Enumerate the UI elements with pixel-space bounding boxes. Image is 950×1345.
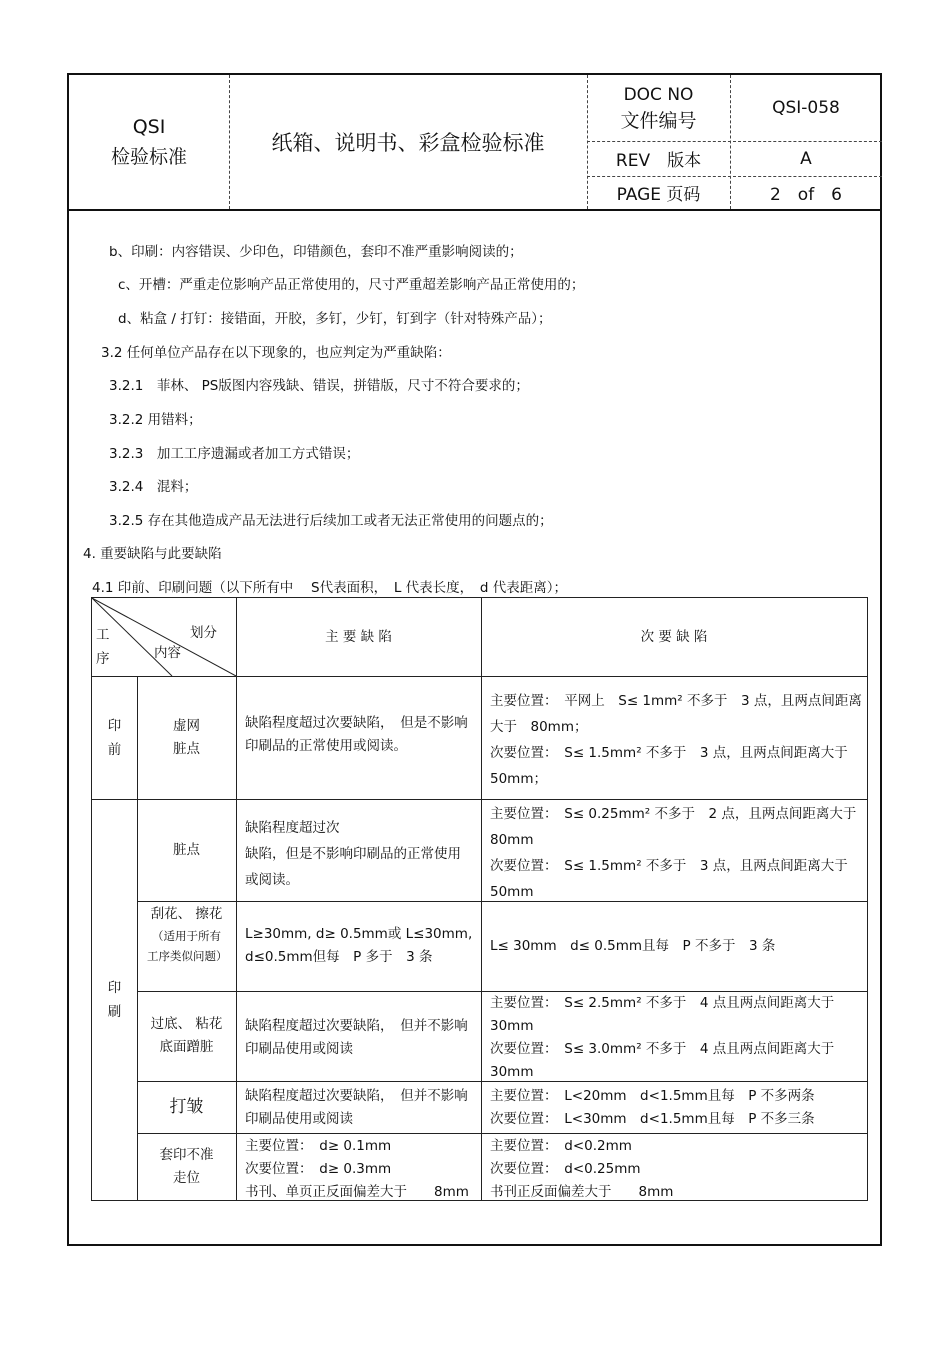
clause-4-1: 4.1 印前、印刷问题（以下所有中 S代表面积， L 代表长度， d 代表距离）； xyxy=(92,580,568,596)
major-offset-rule: 书刊、单页正反面偏差大于 8mm xyxy=(245,1184,469,1200)
table-row-line xyxy=(137,1133,867,1134)
minor-secondary-position: 次要位置： S≤ 1.5mm² 不多于 3 点，且两点间距离大于 50mm； xyxy=(490,745,862,787)
minor-defect-text xyxy=(490,1085,862,1131)
item-scratch xyxy=(137,903,236,966)
minor-primary-position: 主要位置： d<0.2mm xyxy=(490,1138,632,1154)
item-misregistration: 套印不准 走位 xyxy=(159,1146,214,1186)
clause-3-2-3: 3.2.3 加工工序遗漏或者加工方式错误； xyxy=(109,446,360,462)
doc-no-label xyxy=(587,75,730,141)
major-primary-position: 主要位置： d≥ 0.1mm xyxy=(245,1138,392,1154)
minor-defect-text xyxy=(490,801,870,905)
doc-no-label-cn: 文件编号 xyxy=(620,110,697,132)
defect-table xyxy=(91,597,868,1201)
clause-3-2-1: 3.2.1 菲林、 PS版图内容残缺、错误，拼错版，尺寸不符合要求的； xyxy=(109,378,529,394)
major-defect-text xyxy=(245,1135,485,1204)
minor-defect-text: L≤ 30mm d≤ 0.5mm且每 P 不多于 3 条 xyxy=(490,937,776,954)
major-defect-text: 缺陷程度超过次要缺陷， 但并不影响印刷品使用或阅读 xyxy=(245,1018,468,1057)
clause-d-gluing: d、粘盒 / 打钉：接错面，开胶，多钉，少钉，钉到字（针对特殊产品）； xyxy=(118,311,552,327)
minor-primary-position: 主要位置： S≤ 2.5mm² 不多于 4 点且两点间距离大于 30mm xyxy=(490,995,848,1034)
table-col-line xyxy=(481,598,482,1200)
minor-primary-position: 主要位置： 平网上 S≤ 1mm² 不多于 3 点，且两点间距离大于 80mm； xyxy=(490,693,862,735)
item-wrinkle: 打皱 xyxy=(169,1096,204,1117)
section-4-heading: 4. 重要缺陷与此要缺陷 xyxy=(83,546,222,562)
corner-label-process-1: 工 xyxy=(96,627,110,643)
column-header-major: 主 要 缺 陷 xyxy=(325,628,392,645)
corner-label-content: 内容 xyxy=(154,645,181,661)
minor-primary-position: 主要位置： S≤ 0.25mm² 不多于 2 点，且两点间距离大于 80mm xyxy=(490,806,870,848)
clause-c-slotting: c、开槽：严重走位影响产品正常使用的，尺寸严重超差影响产品正常使用的； xyxy=(118,277,585,293)
doc-no-value: QSI-058 xyxy=(772,98,840,118)
rev-label: REV 版本 xyxy=(615,151,702,171)
major-defect-text: L≥30mm, d≥ 0.5mm或 L≤30mm, d≤0.5mm但每 P 多于 3 条 xyxy=(245,926,473,965)
rev-value: A xyxy=(800,148,812,169)
item-dirt: 脏点 xyxy=(173,841,200,858)
minor-secondary-position: 次要位置： S≤ 1.5mm² 不多于 3 点，且两点间距离大于 50mm xyxy=(490,858,862,900)
clause-b-printing: b、印刷：内容错误、少印色，印错颜色，套印不准严重影响阅读的； xyxy=(109,244,523,260)
clause-3-2-4: 3.2.4 混料； xyxy=(109,479,198,495)
minor-defect-text xyxy=(490,992,862,1084)
major-defect-text: 缺陷程度超过次要缺陷， 但并不影响印刷品使用或阅读 xyxy=(245,1088,468,1127)
item-scratch-label: 刮花、 擦花 xyxy=(150,906,223,922)
document-title: 纸箱、说明书、彩盒检验标准 xyxy=(271,131,545,155)
minor-defect-text xyxy=(490,688,862,792)
item-halftone-dirt: 虚网 脏点 xyxy=(173,717,200,757)
minor-secondary-position: 次要位置： d<0.25mm xyxy=(490,1161,641,1177)
major-defect-text: 缺陷程度超过次要缺陷， 但是不影响印刷品的正常使用或阅读。 xyxy=(245,715,468,754)
document-header xyxy=(69,75,880,211)
process-printing: 印 刷 xyxy=(107,979,122,1020)
minor-offset-rule: 书刊正反面偏差大于 8mm xyxy=(490,1184,674,1200)
clause-3-2: 3.2 任何单位产品存在以下现象的，也应判定为严重缺陷： xyxy=(101,345,451,361)
page-label: PAGE 页码 xyxy=(616,185,701,205)
column-header-minor: 次 要 缺 陷 xyxy=(640,628,708,645)
minor-defect-text xyxy=(490,1135,862,1204)
corner-label-division: 划分 xyxy=(190,625,217,641)
standard-code: QSI xyxy=(132,116,166,138)
minor-primary-position: 主要位置： L<20mm d<1.5mm且每 P 不多两条 xyxy=(490,1088,815,1104)
item-setoff-smudge: 过底、 粘花 底面蹭脏 xyxy=(150,1016,223,1055)
corner-label-process-2: 序 xyxy=(96,651,110,667)
item-scratch-note: （适用于所有工序类似问题） xyxy=(147,929,228,963)
clause-3-2-5: 3.2.5 存在其他造成产品无法进行后续加工或者无法正常使用的问题点的； xyxy=(109,513,553,529)
clause-3-2-2: 3.2.2 用错料； xyxy=(109,412,202,428)
minor-secondary-position: 次要位置： S≤ 3.0mm² 不多于 4 点且两点间距离大于 30mm xyxy=(490,1041,848,1080)
major-secondary-position: 次要位置： d≥ 0.3mm xyxy=(245,1161,392,1177)
minor-secondary-position: 次要位置： L<30mm d<1.5mm且每 P 不多三条 xyxy=(490,1111,815,1127)
doc-no-label-en: DOC NO xyxy=(623,85,694,105)
table-col-line xyxy=(236,598,237,1200)
standard-label xyxy=(69,75,229,209)
process-prepress: 印 前 xyxy=(107,717,122,758)
major-defect-text: 缺陷程度超过次 缺陷，但是不影响印刷品的正常使用或阅读。 xyxy=(245,820,461,888)
standard-name: 检验标准 xyxy=(110,146,187,168)
page-value: 2 of 6 xyxy=(769,185,843,205)
